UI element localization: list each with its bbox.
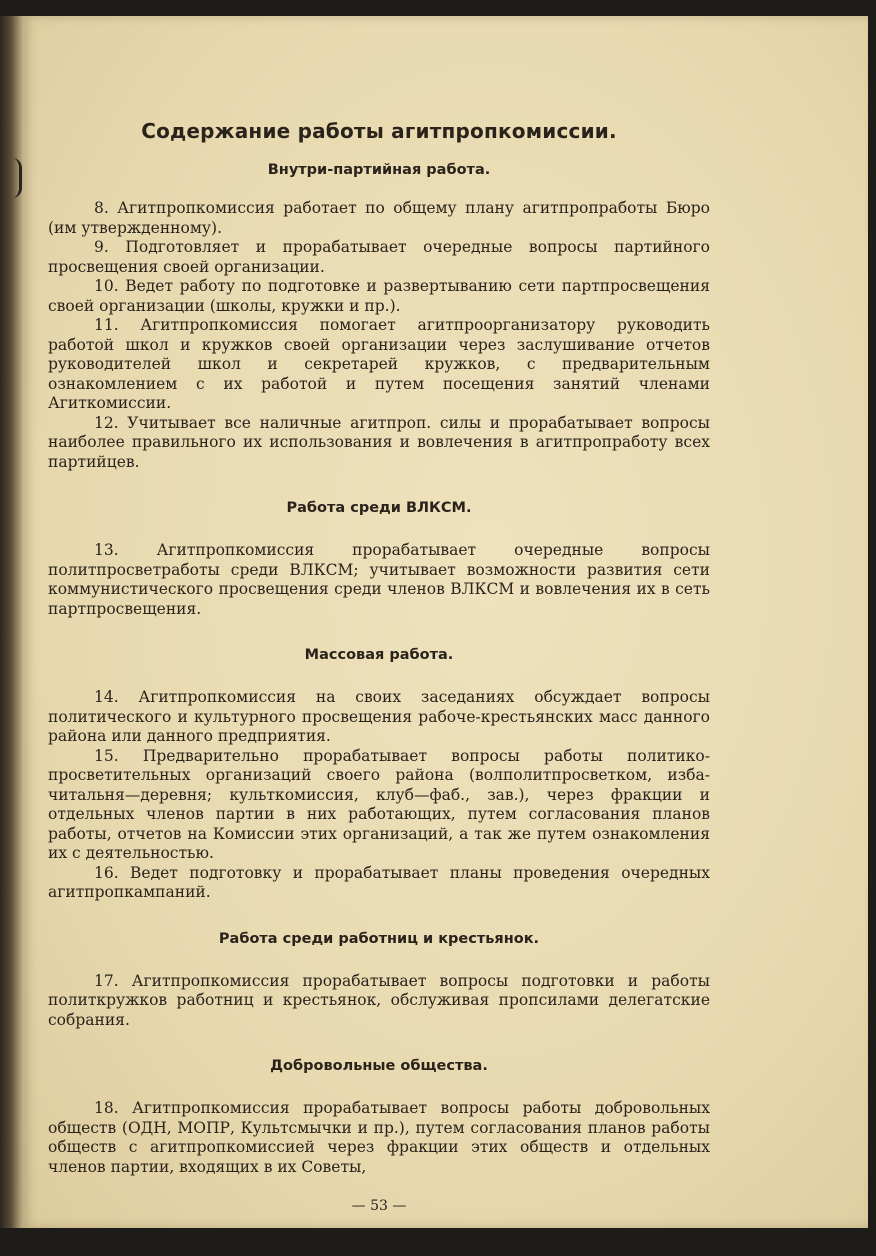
paragraph: 14. Агитпропкомиссия на своих заседаниях обсуждает вопросы политического и культурного просвещения рабоче-крестьянских масс данного района или данного предприятия. [48,688,710,745]
section-heading: Добровольные общества. [270,1058,488,1074]
section-heading: Массовая работа. [304,647,454,663]
paragraph: 8. Агитпропкомиссия работает по общему плану агитпропработы Бюро (им утвержденному). [48,199,710,237]
section-heading: Внутри-партийная работа. [267,162,491,178]
section-heading: Работа среди ВЛКСМ. [286,500,472,516]
paragraph: 16. Ведет подготовку и прорабатывает планы проведения очередных агитпропкампаний. [48,863,710,901]
paragraph: 11. Агитпропкомиссия помогает агитпроорганизатору руководить работой школ и кружков своей организации через заслушивание отчетов руководителей школ и секретарей кружков, с предварительным ознакомлением с их работой и путем посещения занятий членами Агиткомиссии. [48,316,710,412]
paragraph: 9. Подготовляет и прорабатывает очередные вопросы партийного просвещения своей организации. [48,238,710,276]
paragraph: 17. Агитпропкомиссия прорабатывает вопросы подготовки и работы политкружков работниц и крестьянок, обслуживая пропсилами делегатские собрания. [48,971,710,1029]
page-title: Содержание работы агитпропкомиссии. [141,119,617,143]
section-voluntary-societies [48,1056,710,1177]
page-content [48,119,710,1215]
paragraph: 18. Агитпропкомиссия прорабатывает вопросы работы добровольных обществ (ОДН, МОПР, Культсмычки и пр.), путем согласования планов работы обществ с агитпропкомиссией через фракции этих обществ и отдельных членов партии, входящих в их Советы, [48,1099,710,1176]
binding-bracket [9,158,22,198]
section-inner-party-work [48,160,710,472]
paragraph: 15. Предварительно прорабатывает вопросы работы политико-просветительных организаций своего района (волполитпросветком, изба-читальня—деревня; культкомиссия, клуб—фаб., зав.), через фракции и отдельных членов партии в них работающих, путем согласования планов работы, отчетов на Комиссии этих организаций, а так же путем ознакомления их с деятельностью. [48,746,710,862]
section-mass-work [48,645,710,903]
page-number: — 53 — [351,1198,407,1214]
section-women-workers [48,929,710,1031]
paragraph: 10. Ведет работу по подготовке и развертыванию сети партпросвещения своей организации (школы, кружки и пр.). [48,277,710,315]
section-heading: Работа среди работниц и крестьянок. [218,930,540,947]
paragraph: 13. Агитпропкомиссия прорабатывает очередные вопросы политпросветработы среди ВЛКСМ; учитывает возможности развития сети коммунистического просвещения среди членов ВЛКСМ и вовлечения их в сеть партпросвещения. [48,541,710,618]
paragraph: 12. Учитывает все наличные агитпроп. силы и прорабатывает вопросы наиболее правильного их использования и вовлечения в агитпропработу всех партийцев. [48,413,710,471]
section-vlksm-work [48,498,710,619]
